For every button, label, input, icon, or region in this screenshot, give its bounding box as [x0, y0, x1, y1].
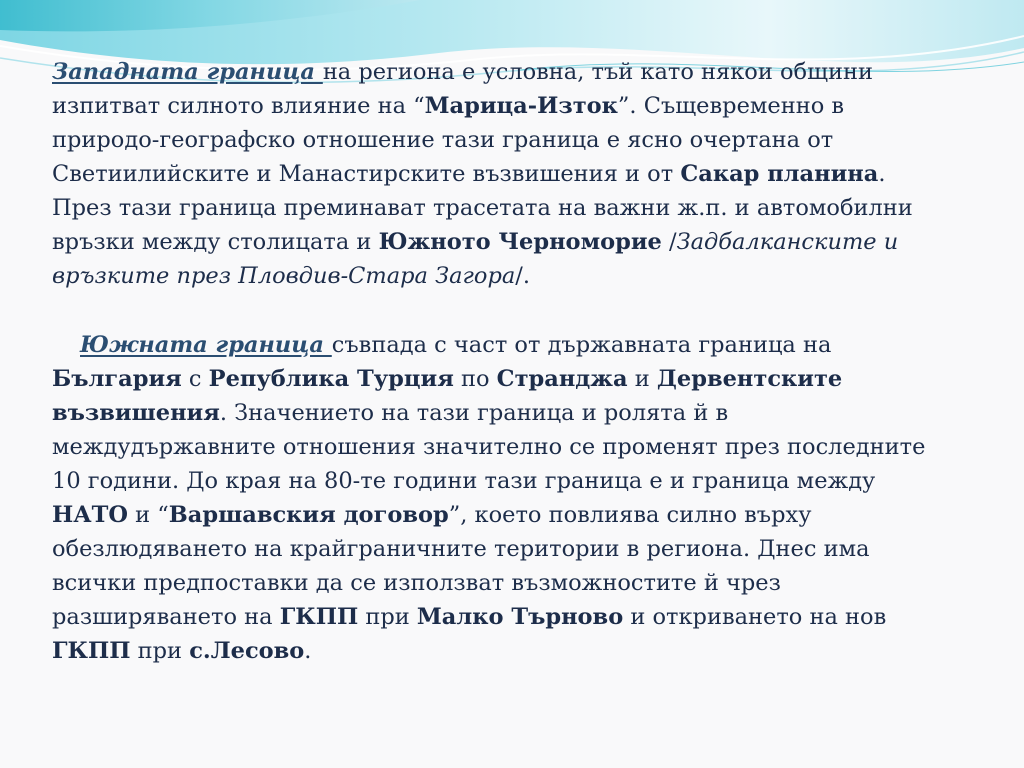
p1-line-2: изпитват силното влияние на “Марица-Изток”. Същевременно в	[52, 93, 845, 119]
p2-line-8: всички предпоставки да се използват възможностите й чрез	[52, 570, 781, 596]
p1-line-4: Светиилийските и Манастирските възвишения и от Сакар планина.	[52, 161, 886, 187]
p1-line-5: През тази граница преминават трасетата на важни ж.п. и автомобилни	[52, 195, 913, 221]
p1-line-3: природо-географско отношение тази граница е ясно очертана от	[52, 127, 834, 153]
p2-line-9: разширяването на ГКПП при Малко Търново и откриването на нов	[52, 604, 887, 630]
western-border-heading: Западната граница	[52, 59, 323, 85]
p2-line-6: НАТО и “Варшавския договор”, което повлиява силно върху	[52, 502, 812, 528]
p2-line-7: обезлюдяването на крайграничните територии в региона. Днес има	[52, 536, 870, 562]
p2-line-5: 10 години. До края на 80-те години тази граница е и граница между	[52, 468, 876, 494]
southern-border-heading: Южната граница	[80, 332, 332, 358]
p2-line-3: възвишения. Значението на тази граница и ролята й в	[52, 400, 729, 426]
p1-line-1: Западната граница на региона е условна, тъй като някои общини	[52, 59, 873, 85]
p1-line-6: връзки между столицата и Южното Черноморие /Задбалканските и	[52, 229, 899, 255]
p2-line-2: България с Република Турция по Странджа и Дервентските	[52, 366, 843, 392]
p2-line-10: ГКПП при с.Лесово.	[52, 638, 312, 664]
p1-line-7: връзките през Пловдив-Стара Загора/.	[52, 263, 531, 289]
p2-line-4: междудържавните отношения значително се променят през последните	[52, 434, 926, 460]
p2-line-1: Южната граница съвпада с част от държавната граница на	[80, 332, 832, 358]
